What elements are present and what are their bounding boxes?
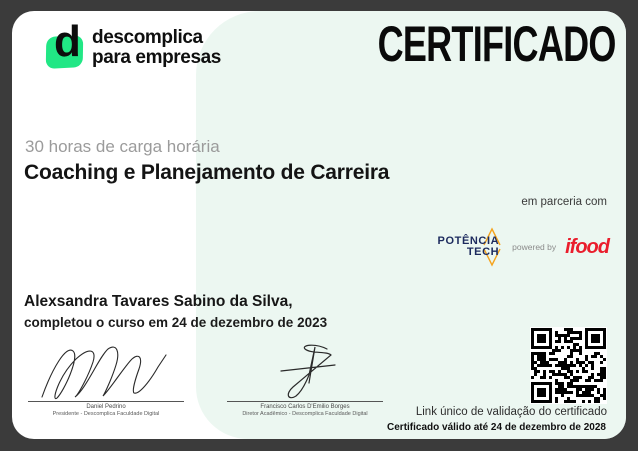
partner-logos	[438, 230, 609, 264]
signer-name: Francisco Carlos D'Emilio Borges	[260, 404, 350, 410]
signer-role: Presidente - Descomplica Faculdade Digital	[52, 411, 160, 417]
signature-line	[227, 401, 383, 402]
brand-wordmark-line2: para empresas	[92, 47, 221, 68]
signer-name: Daniel Pedrino	[86, 404, 126, 410]
course-workload: 30 horas de carga horária	[25, 137, 220, 156]
completion-text: completou o curso em 24 de dezembro de 2023	[24, 315, 328, 330]
signature-scribble-icon	[36, 341, 176, 401]
signature-line	[28, 401, 184, 402]
brand-wordmark-line1: descomplica	[92, 27, 203, 48]
powered-by-label: powered by	[512, 242, 557, 252]
ifood-logo: ifood	[565, 236, 609, 258]
validation-link-text: Link único de validação do certificado	[415, 406, 607, 418]
course-title: Coaching e Planejamento de Carreira	[24, 161, 390, 184]
qr-code	[530, 327, 607, 404]
signer-role: Diretor Acadêmico - Descomplica Faculdade Digital	[242, 411, 368, 417]
signature-block-president	[28, 341, 184, 418]
descomplica-d-icon: d	[54, 17, 81, 66]
potencia-tech-logo	[438, 230, 504, 264]
brand-wordmark	[92, 28, 221, 68]
potencia-line1: POTÊNCIA	[437, 235, 500, 247]
potencia-line2: TECH	[466, 246, 500, 258]
signature-scribble-icon	[235, 341, 375, 401]
certificate-title: CERTIFICADO	[377, 16, 616, 72]
certificate-card	[12, 11, 626, 439]
signature-block-director	[227, 341, 383, 418]
descomplica-logo	[46, 17, 92, 67]
partnership-label: em parceria com	[521, 196, 607, 208]
recipient-name: Alexsandra Tavares Sabino da Silva,	[24, 293, 293, 310]
validity-text: Certificado válido até 24 de dezembro de 2028	[387, 422, 606, 433]
